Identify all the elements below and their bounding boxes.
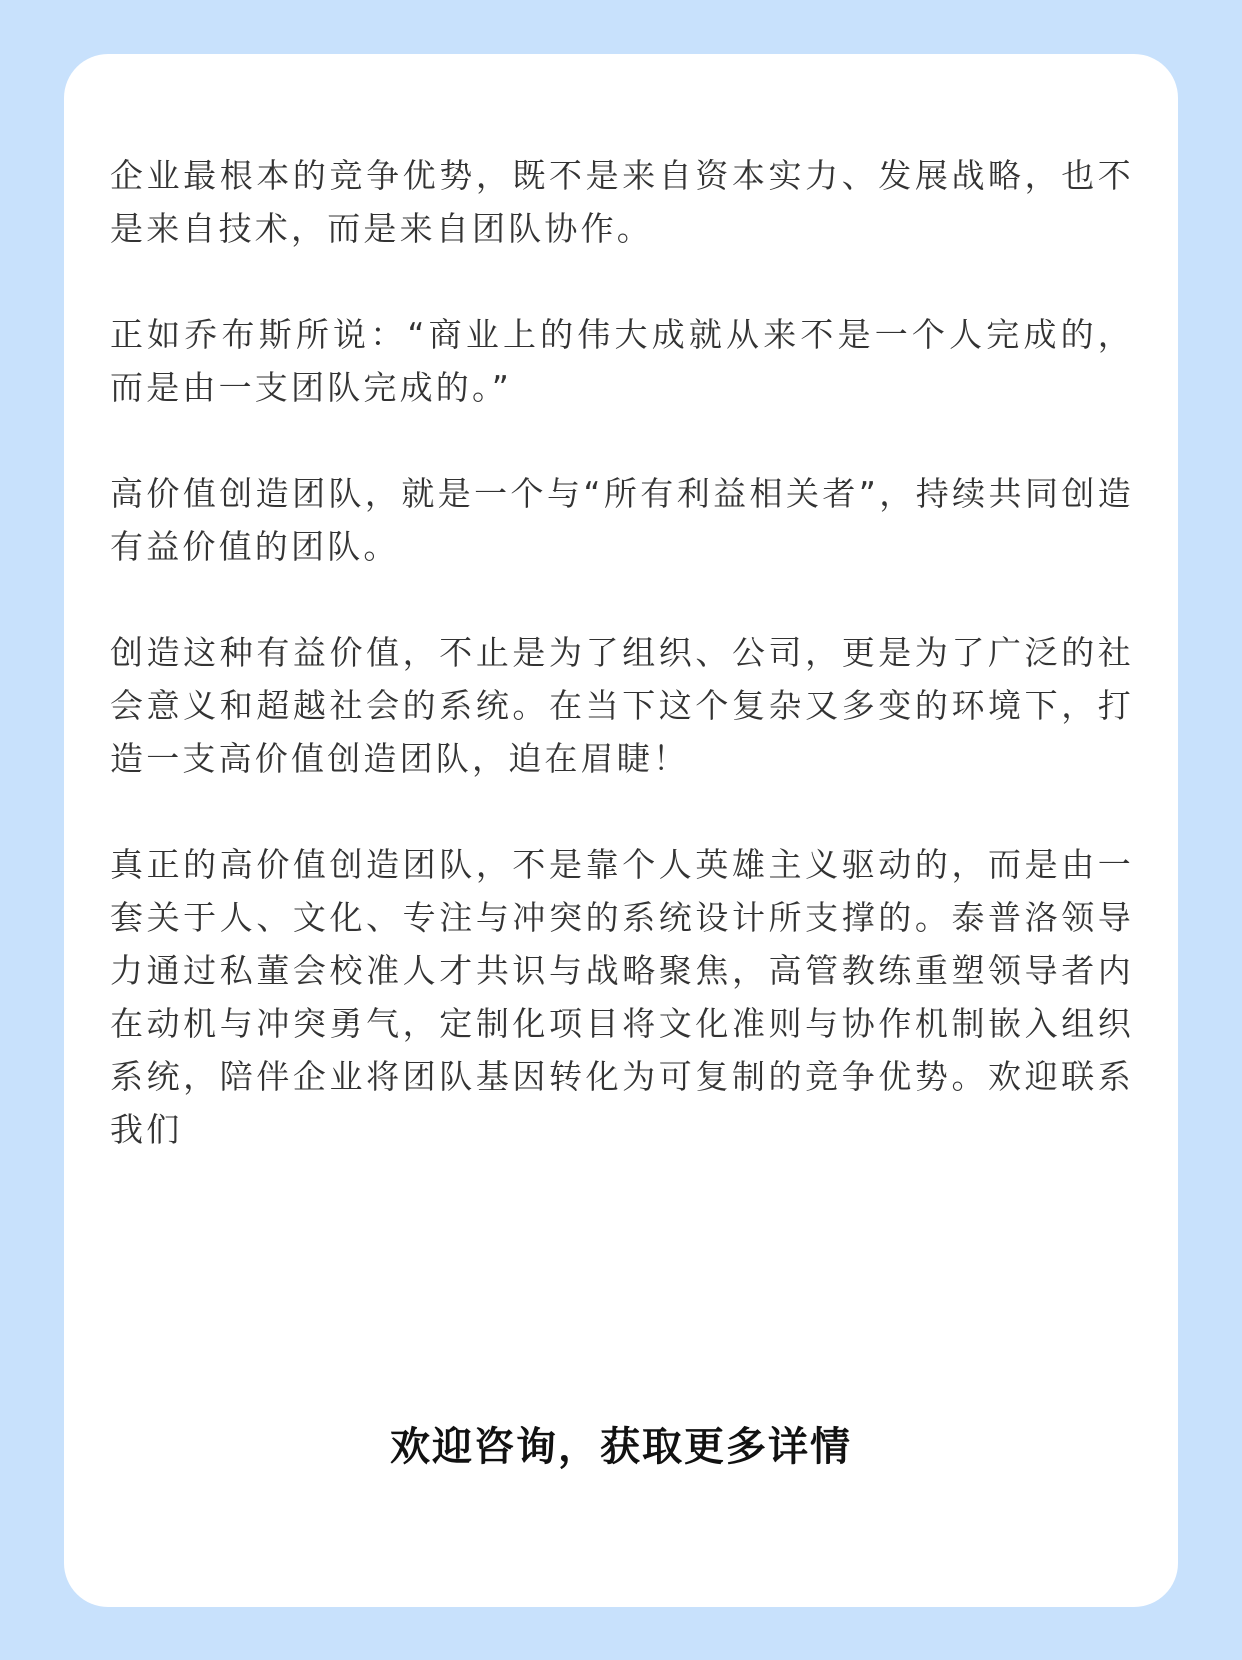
paragraph-4: 创造这种有益价值，不止是为了组织、公司，更是为了广泛的社会意义和超越社会的系统。在当下这个复杂又多变的环境下，打造一支高价值创造团队，迫在眉睫！ — [110, 633, 1134, 778]
content-card — [64, 54, 1178, 1607]
article-body — [110, 149, 1134, 1209]
paragraph-3: 高价值创造团队，就是一个与“所有利益相关者”，持续共同创造有益价值的团队。 — [110, 474, 1134, 566]
paragraph-1: 企业最根本的竞争优势，既不是来自资本实力、发展战略，也不是来自技术，而是来自团队协作。 — [110, 156, 1134, 248]
consult-cta-text: 欢迎咨询，获取更多详情 — [390, 1424, 852, 1470]
paragraph-5: 真正的高价值创造团队，不是靠个人英雄主义驱动的，而是由一套关于人、文化、专注与冲突的系统设计所支撑的。泰普洛领导力通过私董会校准人才共识与战略聚焦，高管教练重塑领导者内在动机与冲突勇气，定制化项目将文化准则与协作机制嵌入组织系统，陪伴企业将团队基因转化为可复制的竞争优势。欢迎联系我们 — [110, 845, 1134, 1149]
paragraph-2: 正如乔布斯所说：“商业上的伟大成就从来不是一个人完成的，而是由一支团队完成的。” — [110, 315, 1134, 407]
